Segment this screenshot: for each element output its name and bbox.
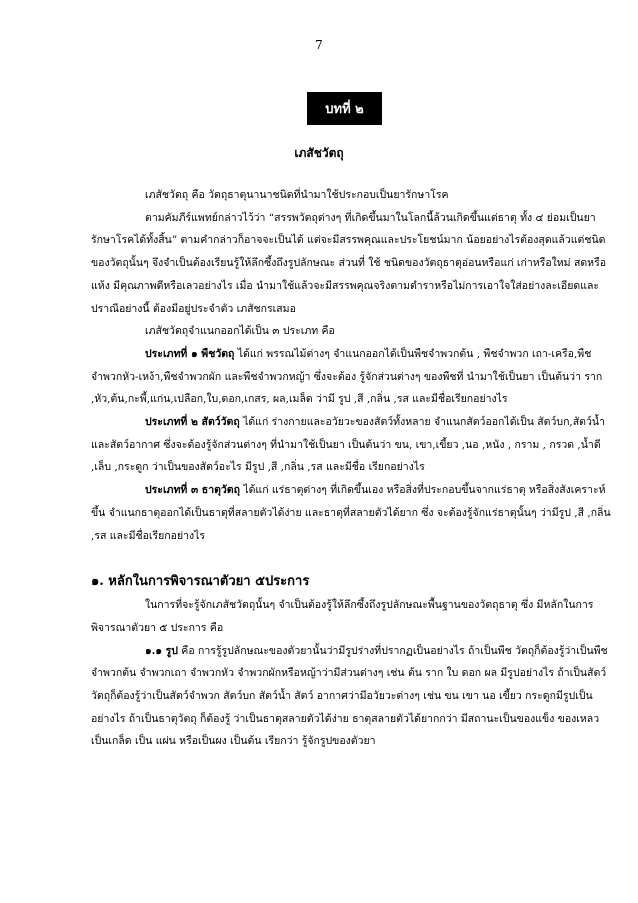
type-paragraph-mineral xyxy=(91,479,611,547)
section-item-paragraph xyxy=(91,640,611,754)
section-item-term: ๑.๑ รูป xyxy=(145,644,178,657)
section-heading: ๑. หลักในการพิจารณาตัวยา ๕ประการ xyxy=(91,574,310,590)
type-text-mineral: ได้แก่ แร่ธาตุต่างๆ ที่เกิดขึ้นเอง หรือสิ่งที่ประกอบขึ้นจากแร่ธาตุ หรือสิ่งสังเคราะห์ขึ้น จำแนกธาตุออกได้เป็นธาตุที่สลายตัวได้ง่าย และธาตุที่สลายตัวได้ยาก ซึ่ง จะต้องรู้จักแร่ธาตุนั้นๆ ว่ามีรูป ,สี ,กลิ่น ,รส และมีชื่อเรียกอย่างไร xyxy=(91,484,611,542)
chapter-title: เภสัชวัตถุ xyxy=(294,146,344,160)
type-term-mineral: ประเภทที่ ๓ ธาตุวัตถุ xyxy=(145,484,240,497)
section-item-text: คือ การรู้รูปลักษณะของตัวยานั้นว่ามีรูปร่างที่ปรากฏเป็นอย่างไร ถ้าเป็นพืช วัตถุก็ต้องรู้ว่าเป็นพืชจำพวกต้น จำพวกเถา จำพวกหัว จำพวกผักหรือหญ้าว่ามีส่วนต่างๆ เช่น ต้น ราก ใบ ดอก ผล มีรูปอย่างไร ถ้าเป็นสัตว์วัตถุก็ต้องรู้ว่าเป็นสัตว์จำพวก สัตว์บก สัตว์น้ำ สัตว์ อากาศว่ามีอวัยวะต่างๆ เช่น ขน เขา นอ เขี้ยว กระดูกมีรูปเป็นอย่างไร ถ้าเป็นธาตุวัตถุ ก็ต้องรู้ ว่าเป็นธาตุสลายตัวได้ง่าย ธาตุสลายตัวได้ยากกว่า มีสถานะเป็นของแข็ง ของเหลวเป็นเกล็ด เป็น แผ่น หรือเป็นผง เป็นต้น เรียกว่า รู้จักรูปของตัวยา xyxy=(91,644,608,748)
intro-types-text: เภสัชวัตถุจำแนกออกได้เป็น ๓ ประเภท คือ xyxy=(145,325,335,338)
intro-paragraph-scripture xyxy=(91,207,611,321)
intro-paragraph-definition xyxy=(91,184,611,207)
spacer xyxy=(91,547,611,570)
type-text-animal: ได้แก่ ร่างกายและอวัยวะของสัตว์ทั้งหลาย จำแนกสัตว์ออกได้เป็น สัตว์บก,สัตว์น้ำ และสัตว์อากาศ ซึ่งจะต้องรู้จักส่วนต่างๆ ที่นำมาใช้เป็นยา เป็นต้นว่า ขน, เขา,เขี้ยว ,นอ ,หนัง , กราม , กรวด ,น้ำดี ,เล็บ ,กระดูก ว่าเป็นของสัตว์อะไร มีรูป ,สี ,กลิ่น ,รส และมีชื่อ เรียกอย่างไร xyxy=(91,416,605,474)
chapter-label: บทที่ ๒ xyxy=(307,92,382,125)
section-intro-paragraph xyxy=(91,594,611,639)
type-paragraph-animal xyxy=(91,411,611,479)
intro-paragraph-types xyxy=(91,320,611,343)
type-text-plant: ได้แก่ พรรณไม้ต่างๆ จำแนกออกได้เป็นพืชจำพวกต้น , พืชจำพวก เถา-เครือ,พืชจำพวกหัว-เหง้า,พืชจำพวกผัก และพืชจำพวกหญ้า ซึ่งจะต้อง รู้จักส่วนต่างๆ ของพืชที่ นำมาใช้เป็นยา เป็นต้นว่า ราก ,หัว,ต้น,กะพี้,แก่น,เปลือก,ใบ,ดอก,เกสร, ผล,เมล็ด ว่ามี รูป ,สี ,กลิ่น ,รส และมีชื่อเรียกอย่างไร xyxy=(91,347,603,406)
section-intro-text: ในการที่จะรู้จักเภสัชวัตถุนั้นๆ จำเป็นต้องรู้ให้ลึกซึ้งถึงรูปลักษณะพื้นฐานของวัตถุธาตุ ซึ่ง มีหลักในการพิจารณาตัวยา ๕ ประการ คือ xyxy=(91,599,594,634)
body-text xyxy=(91,184,611,753)
intro-definition-text: เภสัชวัตถุ คือ วัตถุธาตุนานาชนิดที่นำมาใช้ประกอบเป็นยารักษาโรค xyxy=(145,189,449,201)
intro-scripture-text: ตามคัมภีร์แพทย์กล่าวไว้ว่า “สรรพวัตถุต่างๆ ที่เกิดขึ้นมาในโลกนี้ล้วนเกิดขึ้นแต่ธาตุ ทั้ง ๔ ย่อมเป็นยารักษาโรคได้ทั้งสิ้น” ตามคำกล่าวก็อาจจะเป็นได้ แต่จะมีสรรพคุณและประโยชน์มาก น้อยอย่างไรต้องสุดแล้วแต่ชนิดของวัตถุนั้นๆ จึงจำเป็นต้องเรียนรู้ให้ลึกซึ้งถึงรูปลักษณะ ส่วนที่ ใช้ ชนิดของวัตถุธาตุอ่อนหรือแก่ เก่าหรือใหม่ สดหรือแห้ง มีคุณภาพดีหรือเลวอย่างไร เมื่อ นำมาใช้แล้วจะมีสรรพคุณจริงตามตำราหรือไม่การเอาใจใส่อย่างละเอียดและปราณีอย่างนี้ ต้องมีอยู่ประจำตัว เภสัชกรเสมอ xyxy=(91,211,607,315)
page-number: 7 xyxy=(315,38,323,52)
type-term-animal: ประเภทที่ ๒ สัตว์วัตถุ xyxy=(145,416,240,429)
type-term-plant: ประเภทที่ ๑ พืชวัตถุ xyxy=(145,347,235,360)
type-paragraph-plant xyxy=(91,343,611,411)
